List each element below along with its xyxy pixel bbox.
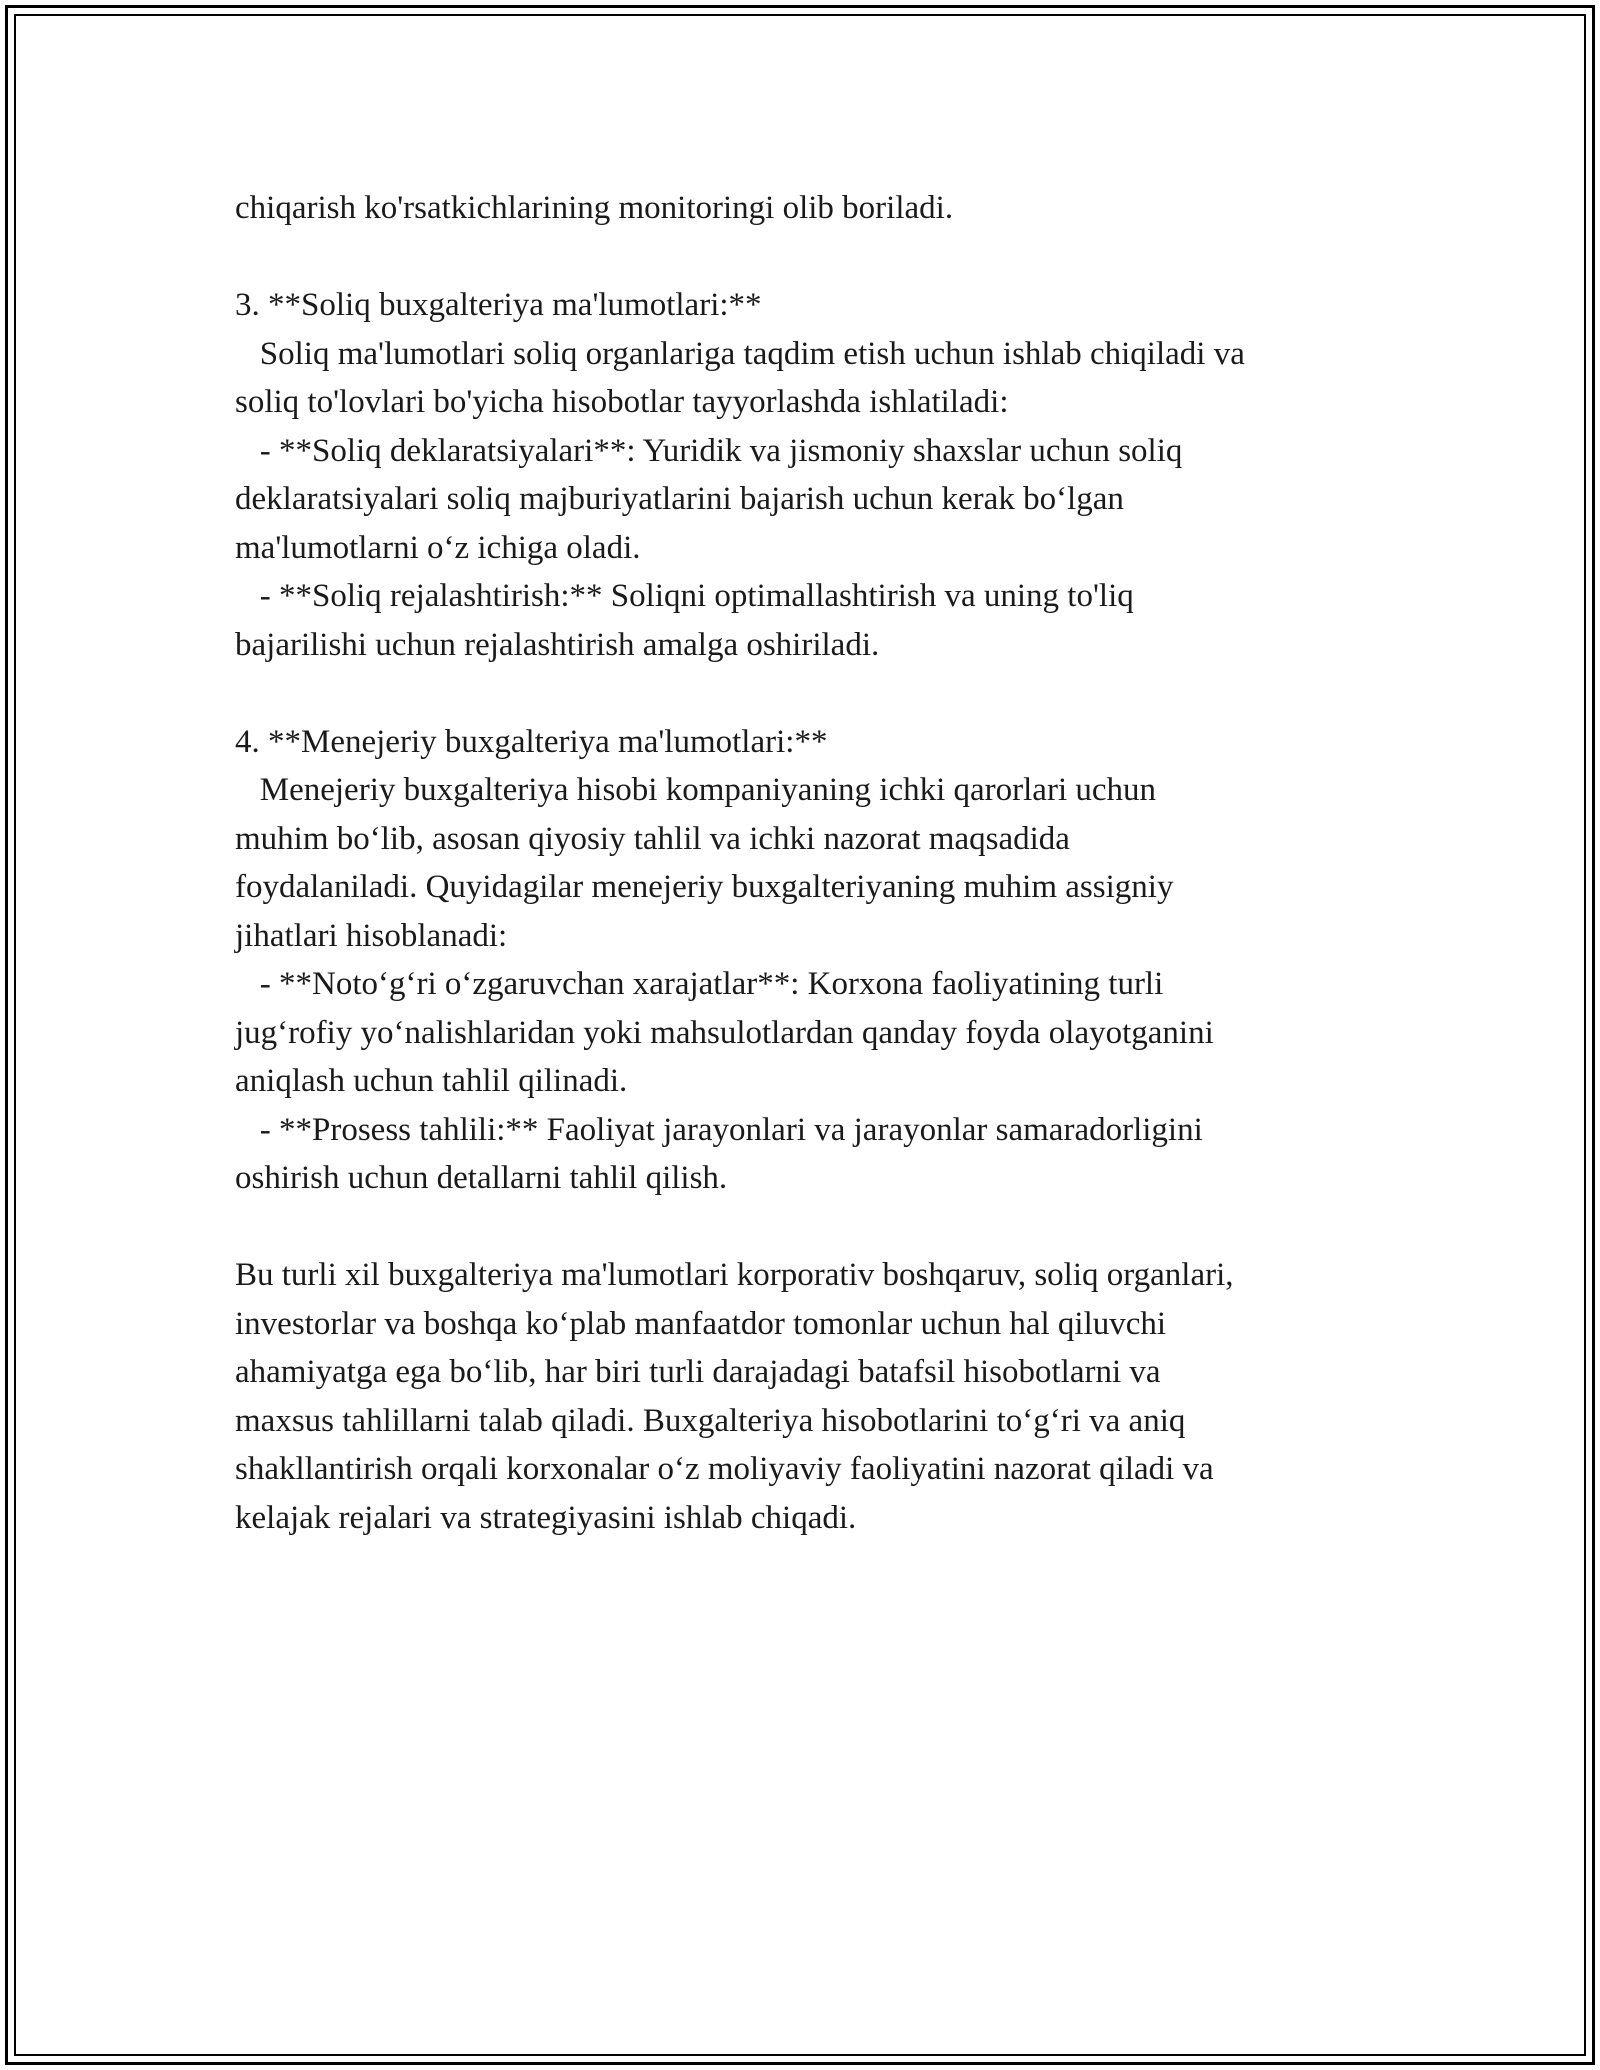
text-line: ma'lumotlarni o‘z ichiga oladi. [235,529,641,566]
text-line: bajarilishi uchun rejalashtirish amalga oshiriladi. [235,626,880,663]
text-line: soliq to'lovlari bo'yicha hisobotlar tayyorlashda ishlatiladi: [235,384,1009,420]
text-line: ahamiyatga ega bo‘lib, har biri turli darajadagi batafsil hisobotlarni va [235,1354,1161,1390]
blank-line [235,233,1375,282]
text-line: muhim bo‘lib, asosan qiyosiy tahlil va ichki nazorat maqsadida [235,820,1070,857]
section-heading: 4. **Menejeriy buxgalteriya ma'lumotlari:** [235,723,828,760]
document-body [235,184,1375,1542]
blank-line [235,669,1375,718]
list-item-line: - **Noto‘g‘ri o‘zgaruvchan xarajatlar**: Korxona faoliyatining turli [235,966,1164,1002]
text-line: foydalaniladi. Quyidagilar menejeriy buxgalteriyaning muhim assigniy [235,869,1174,905]
text-line: investorlar va boshqa ko‘plab manfaatdor tomonlar uchun hal qiluvchi [235,1305,1167,1342]
text-line: chiqarish ko'rsatkichlarining monitoringi olib boriladi. [235,190,954,226]
list-item-line: - **Soliq rejalashtirish:** Soliqni optimallashtirish va uning to'liq [235,578,1134,614]
section-heading: 3. **Soliq buxgalteriya ma'lumotlari:** [235,287,762,323]
text-line: deklaratsiyalari soliq majburiyatlarini bajarish uchun kerak bo‘lgan [235,481,1124,517]
text-line: Bu turli xil buxgalteriya ma'lumotlari korporativ boshqaruv, soliq organlari, [235,1257,1234,1293]
text-line: jihatlari hisoblanadi: [235,917,508,954]
blank-line [235,1203,1375,1252]
text-line: oshirish uchun detallarni tahlil qilish. [235,1160,728,1196]
list-item-line: - **Prosess tahlili:** Faoliyat jarayonlari va jarayonlar samaradorligini [235,1111,1203,1148]
text-line: maxsus tahlillarni talab qiladi. Buxgalteriya hisobotlarini to‘g‘ri va aniq [235,1402,1186,1439]
text-line: jug‘rofiy yo‘nalishlaridan yoki mahsulotlardan qanday foyda olayotganini [235,1014,1214,1051]
text-line: aniqlash uchun tahlil qilinadi. [235,1063,628,1099]
text-line: kelajak rejalari va strategiyasini ishlab chiqadi. [235,1499,857,1536]
text-line: shakllantirish orqali korxonalar o‘z moliyaviy faoliyatini nazorat qiladi va [235,1451,1214,1487]
text-line: Menejeriy buxgalteriya hisobi kompaniyaning ichki qarorlari uchun [235,772,1157,808]
text-line: Soliq ma'lumotlari soliq organlariga taqdim etish uchun ishlab chiqiladi va [235,335,1245,372]
list-item-line: - **Soliq deklaratsiyalari**: Yuridik va jismoniy shaxslar uchun soliq [235,432,1183,469]
